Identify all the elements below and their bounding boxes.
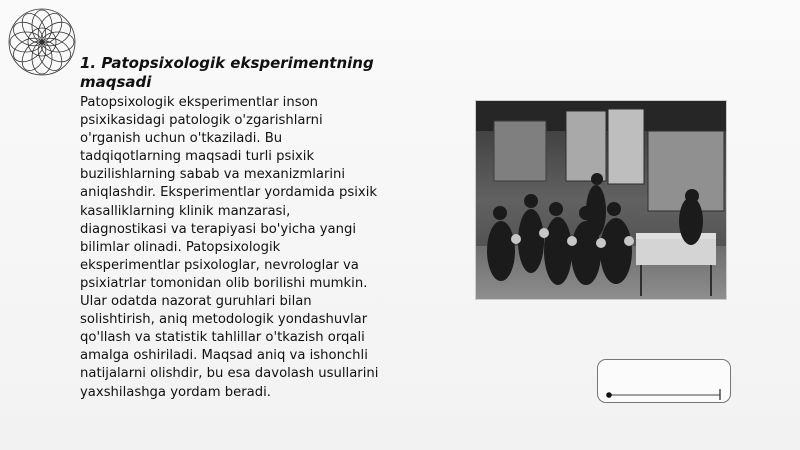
historical-classroom-photo — [475, 100, 727, 300]
slide-body-text: Patopsixologik eksperimentlar inson psixikasidagi patologik o'zgarishlarni o'rganish uchun o'tkaziladi. Bu tadqiqotlarning maqsadi turli psixik buzilishlarning sabab va mexanizmlarini aniqlashdir. Eksperimentlar yordamida psixik kasalliklarning klinik manzarasi, diagnostikasi va terapiyasi bo'yicha yangi bilimlar olinadi. Patopsixologik eksperimentlar psixologlar, nevrologlar va psixiatrlar tomonidan olib borilishi mumkin. Ular odatda nazorat guruhlari bilan solishtirish, aniq metodologik yondashuvlar qo'llash va statistik tahlillar o'tkazish orqali amalga oshiriladi. Maqsad aniq va ishonchli natijalarni olishdir, bu esa davolash usullarini yaxshilashga yordam beradi. — [80, 95, 379, 400]
timeline-slider-widget[interactable] — [597, 359, 731, 403]
timeline-start-marker-icon — [606, 392, 612, 398]
spirograph-logo-icon — [6, 6, 78, 78]
slide-title: 1. Patopsixologik eksperimentning maqsadi — [80, 54, 374, 91]
